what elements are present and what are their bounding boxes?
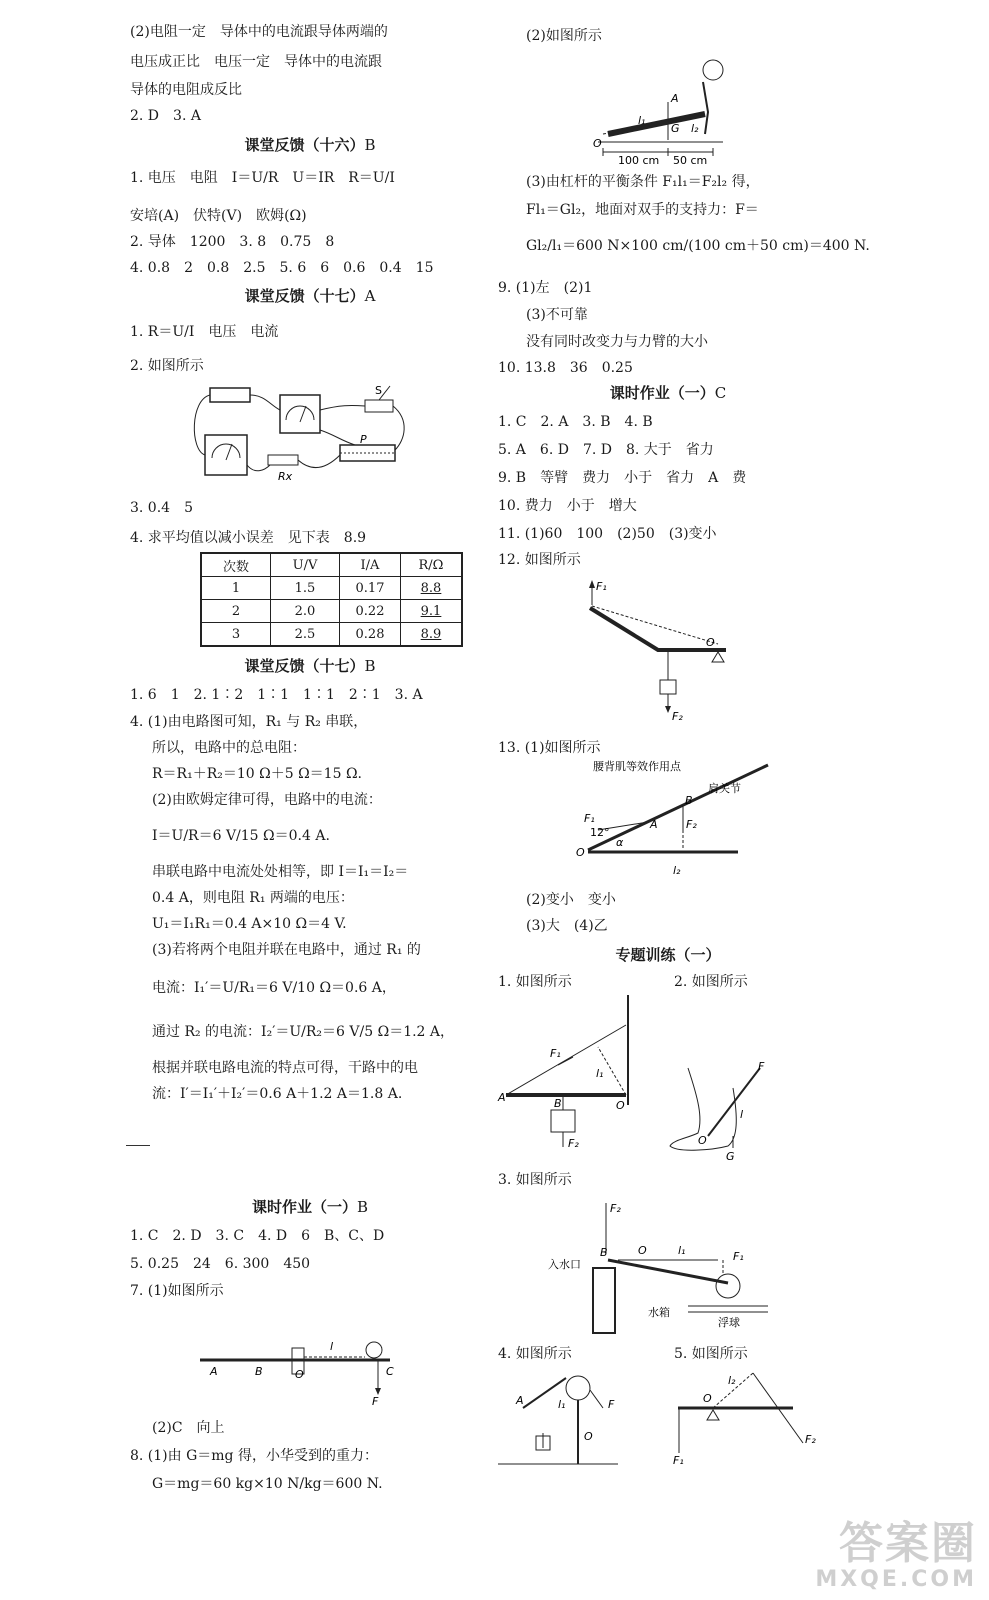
circuit-figure	[190, 380, 430, 495]
text-line: G＝mg＝60 kg×10 N/kg＝600 N.	[152, 1476, 383, 1492]
table-cell: 0.22	[340, 600, 401, 623]
fig-label: F₂	[805, 1433, 816, 1446]
fig-zt1	[498, 995, 648, 1155]
text-line: (2)电阻一定 导体中的电流跟导体两端的	[130, 24, 388, 40]
table-row	[201, 577, 462, 600]
text-line: 10. 13.8 36 0.25	[498, 360, 633, 376]
fig-label: F₂	[610, 1202, 621, 1215]
fig-label: O	[703, 1392, 712, 1405]
section-suffix: B	[364, 657, 376, 675]
text-line: 所以，电路中的总电阻：	[152, 740, 306, 756]
section-title-text: 课时作业（一）	[251, 1198, 357, 1216]
text-line: 5. 0.25 24 6. 300 450	[130, 1256, 311, 1272]
text-line: 3. 如图所示	[498, 1172, 572, 1188]
table-cell: 2	[201, 600, 271, 623]
table-cell: 2.5	[271, 623, 340, 647]
text-line: 1. 6 1 2. 1∶2 1∶1 1∶1 2∶1 3. A	[130, 687, 423, 703]
table-row	[201, 600, 462, 623]
fig-label: l₂	[728, 1374, 736, 1387]
table-cell: 9.1	[401, 600, 463, 623]
fig-label: Rx	[278, 470, 293, 483]
fig-12	[578, 580, 738, 730]
lever-figure	[200, 1330, 420, 1408]
section-title-text: 课时作业（一）	[609, 384, 715, 402]
fig-label: F₁	[673, 1454, 684, 1467]
text-line: 1. 如图所示	[498, 974, 572, 990]
text-line: 流：I′＝I₁′＋I₂′＝0.6 A＋1.2 A＝1.8 A.	[152, 1086, 403, 1102]
table-cell: 1.5	[271, 577, 340, 600]
text-line: 1. C 2. A 3. B 4. B	[498, 414, 653, 430]
text-line: 串联电路中电流处处相等，即 I＝I₁＝I₂＝	[152, 864, 409, 880]
fig-label: O	[593, 137, 602, 150]
fig-label: α	[616, 836, 624, 849]
section-title-text: 课堂反馈（十七）	[244, 287, 365, 305]
text-line: 4. (1)由电路图可知，R₁ 与 R₂ 串联，	[130, 714, 368, 730]
table-cell: 8.8	[401, 577, 463, 600]
fig-label: B	[554, 1097, 562, 1110]
text-line: 4. 求平均值以减小误差 见下表 8.9	[130, 530, 367, 546]
divider	[126, 1145, 150, 1146]
fig-label: S	[375, 384, 382, 397]
fig-label: F	[758, 1060, 765, 1073]
table-cell: 0.17	[340, 577, 401, 600]
table-cell: 2.0	[271, 600, 340, 623]
fig-label: F	[372, 1395, 379, 1408]
text-line: 1. 电压 电阻 I＝U/R U＝IR R＝U/I	[130, 170, 395, 186]
fig-foot	[668, 1058, 778, 1168]
fig-zt4	[498, 1368, 628, 1468]
table-header: I/A	[340, 553, 401, 577]
section-suffix: A	[364, 287, 376, 305]
text-line: 8. (1)由 G＝mg 得，小华受到的重力：	[130, 1448, 378, 1464]
text-line: Fl₁＝Gl₂，地面对双手的支持力：F＝	[526, 202, 759, 218]
fig-label: G	[671, 122, 680, 135]
fig-label: F₂	[672, 710, 683, 723]
table-header-row	[201, 553, 462, 577]
text-line: 11. (1)60 100 (2)50 (3)变小	[498, 526, 717, 542]
fig-label: l₁	[596, 1067, 604, 1080]
table-cell: 0.28	[340, 623, 401, 647]
text-line: (3)大 (4)乙	[526, 918, 608, 934]
section-title	[130, 285, 490, 307]
fig-label: A	[210, 1365, 218, 1378]
fig-label: O	[295, 1368, 304, 1381]
table-row	[201, 623, 462, 647]
text-line: 电流：I₁′＝U/R₁＝6 V/10 Ω＝0.6 A，	[152, 980, 396, 996]
section-title	[130, 134, 490, 156]
pushup-figure	[593, 52, 743, 167]
fig-zt3	[548, 1198, 768, 1338]
text-line: 2. 导体 1200 3. 8 0.75 8	[130, 234, 335, 250]
text-line: 1. C 2. D 3. C 4. D 6 B、C、D	[130, 1228, 385, 1244]
table-header: R/Ω	[401, 553, 463, 577]
fig-label: O	[706, 636, 715, 649]
text-line: 5. A 6. D 7. D 8. 大于 省力	[498, 442, 714, 458]
text-line: 13. (1)如图所示	[498, 740, 601, 756]
fig-label: F₂	[568, 1137, 579, 1150]
fig-label: l₂	[691, 122, 699, 135]
section-title	[130, 1196, 490, 1218]
data-table	[200, 552, 463, 647]
fig-label: A	[516, 1394, 524, 1407]
fig-13	[568, 760, 788, 880]
text-line: 4. 0.8 2 0.8 2.5 5. 6 6 0.6 0.4 15	[130, 260, 434, 276]
text-line: 安培(A) 伏特(V) 欧姆(Ω)	[130, 208, 307, 224]
section-title	[498, 944, 838, 966]
fig-label: O	[698, 1134, 707, 1147]
text-line: (2)由欧姆定律可得，电路中的电流：	[152, 792, 382, 808]
text-line: 2. 如图所示	[674, 974, 748, 990]
fig-label: O	[638, 1244, 647, 1257]
text-line: R＝R₁＋R₂＝10 Ω＋5 Ω＝15 Ω.	[152, 766, 363, 782]
fig-label: 水箱	[648, 1306, 670, 1319]
fig-label: B	[600, 1246, 608, 1259]
fig-label: F₁	[733, 1250, 744, 1263]
text-line: (3)由杠杆的平衡条件 F₁l₁＝F₂l₂ 得，	[526, 174, 760, 190]
section-title	[130, 655, 490, 677]
text-line: 2. D 3. A	[130, 108, 201, 124]
fig-label: l₁	[558, 1398, 566, 1411]
text-line: U₁＝I₁R₁＝0.4 A×10 Ω＝4 V.	[152, 916, 347, 932]
fig-label: F₁	[584, 812, 595, 825]
text-line: 根据并联电路电流的特点可得，干路中的电	[152, 1060, 418, 1076]
fig-label: B	[255, 1365, 263, 1378]
table-header: 次数	[201, 553, 271, 577]
fig-label: 12°	[590, 826, 610, 839]
text-line: 9. B 等臂 费力 小于 省力 A 费	[498, 470, 747, 486]
text-line: 3. 0.4 5	[130, 500, 193, 516]
text-line: 4. 如图所示	[498, 1346, 572, 1362]
text-line: 2. 如图所示	[130, 358, 204, 374]
text-line: 7. (1)如图所示	[130, 1283, 224, 1299]
fig-label: F₁	[550, 1047, 561, 1060]
fig-label: O	[576, 846, 585, 859]
text-line: 12. 如图所示	[498, 552, 581, 568]
fig-label: C	[386, 1365, 394, 1378]
text-line: 没有同时改变力与力臂的大小	[526, 334, 708, 350]
section-title-text: 课堂反馈（十七）	[244, 657, 365, 675]
fig-label: F	[608, 1398, 615, 1411]
table-cell: 8.9	[401, 623, 463, 647]
fig-label: B	[685, 794, 693, 807]
watermark-url: MXQE.COM	[815, 1567, 977, 1592]
section-suffix: C	[714, 384, 727, 402]
fig-label: O	[584, 1430, 593, 1443]
section-suffix: B	[364, 136, 376, 154]
text-line: 10. 费力 小于 增大	[498, 498, 637, 514]
fig-label: F₁	[596, 580, 607, 593]
fig-dimension: 50 cm	[673, 154, 708, 167]
fig-label: l₁	[678, 1244, 686, 1257]
table-cell: 1	[201, 577, 271, 600]
text-line: 9. (1)左 (2)1	[498, 280, 593, 296]
fig-dimension: 100 cm	[618, 154, 660, 167]
fig-label: F₂	[686, 818, 697, 831]
fig-label: A	[650, 818, 658, 831]
fig-label: l	[740, 1108, 744, 1121]
fig-label: O	[616, 1099, 625, 1112]
text-line: 电压成正比 电压一定 导体中的电流跟	[130, 54, 382, 70]
text-line: 导体的电阻成反比	[130, 82, 242, 98]
section-title-text: 专题训练（一）	[615, 946, 721, 964]
text-line: 0.4 A，则电阻 R₁ 两端的电压：	[152, 890, 354, 906]
text-line: I＝U/R＝6 V/15 Ω＝0.4 A.	[152, 828, 330, 844]
fig-label: 浮球	[718, 1316, 740, 1329]
text-line: 5. 如图所示	[674, 1346, 748, 1362]
text-line: (2)C 向上	[152, 1420, 225, 1436]
fig-label: 肩关节	[708, 782, 741, 795]
text-line: 1. R＝U/I 电压 电流	[130, 324, 279, 340]
text-line: 通过 R₂ 的电流：I₂′＝U/R₂＝6 V/5 Ω＝1.2 A，	[152, 1024, 455, 1040]
section-suffix: B	[356, 1198, 369, 1216]
watermark-logo: 答案圈	[839, 1518, 977, 1569]
fig-label: l₁	[638, 114, 646, 127]
fig-label: P	[360, 433, 367, 446]
fig-label: l	[330, 1340, 334, 1353]
text-line: (3)不可靠	[526, 307, 588, 323]
fig-zt5	[673, 1368, 833, 1468]
fig-label: 腰背肌等效作用点	[593, 760, 681, 773]
fig-label: A	[671, 92, 679, 105]
fig-label: 入水口	[548, 1258, 581, 1271]
watermark	[815, 1518, 977, 1592]
fig-label: l₂	[673, 864, 681, 877]
text-line: (2)如图所示	[526, 28, 602, 44]
section-title	[498, 382, 838, 404]
text-line: (3)若将两个电阻并联在电路中，通过 R₁ 的	[152, 942, 421, 958]
section-title-text: 课堂反馈（十六）	[244, 136, 365, 154]
table-cell: 3	[201, 623, 271, 647]
fig-label: G	[726, 1150, 735, 1163]
text-line: Gl₂/l₁＝600 N×100 cm/(100 cm＋50 cm)＝400 N.	[526, 238, 870, 254]
fig-label: A	[498, 1091, 506, 1104]
text-line: (2)变小 变小	[526, 892, 616, 908]
table-header: U/V	[271, 553, 340, 577]
